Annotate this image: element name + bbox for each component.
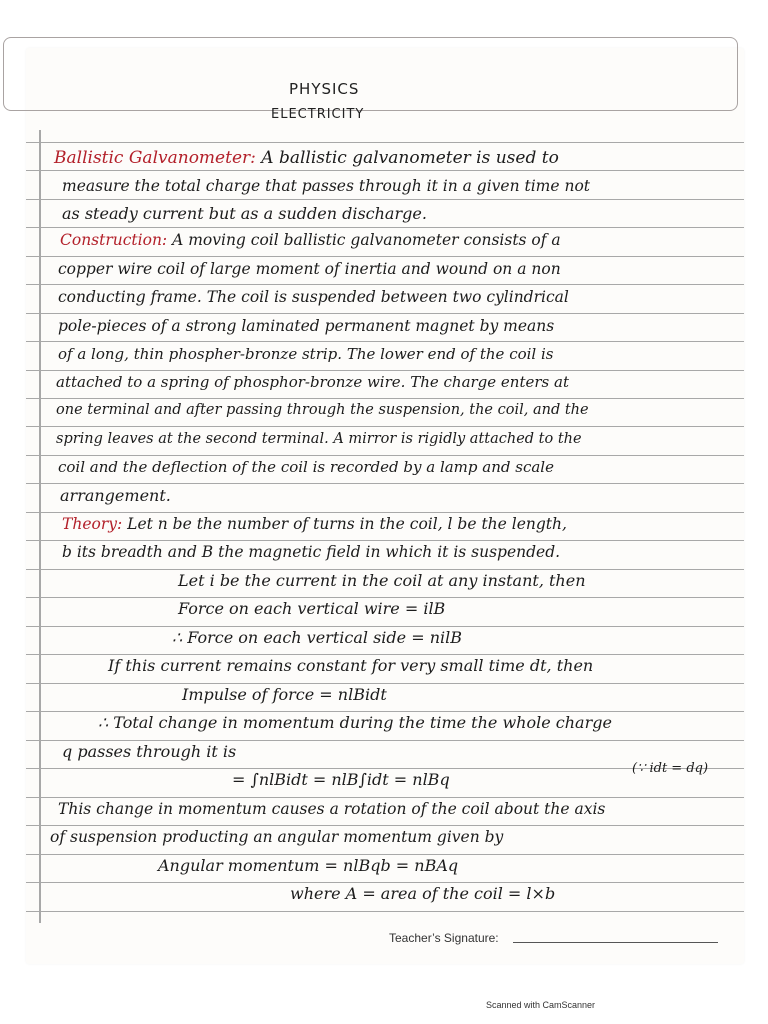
ruled-line xyxy=(26,797,744,798)
text-line: b its breadth and B the magnetic field in which it is suspended. xyxy=(62,543,561,561)
ruled-line xyxy=(26,341,744,342)
ruled-line xyxy=(26,284,744,285)
text-span: A ballistic galvanometer is used to xyxy=(255,148,559,168)
text-line: Angular momentum = nlBqb = nBAq xyxy=(158,856,459,875)
text-line: arrangement. xyxy=(60,486,171,505)
ruled-line xyxy=(26,199,744,200)
text-line: Let i be the current in the coil at any instant, then xyxy=(178,571,586,590)
ruled-line xyxy=(26,740,744,741)
ruled-line xyxy=(26,597,744,598)
ruled-line xyxy=(26,882,744,883)
section-heading: Construction: xyxy=(60,231,168,249)
text-line: of a long, thin phospher-bronze strip. The lower end of the coil is xyxy=(58,345,554,363)
ruled-line xyxy=(26,683,744,684)
subject-title: PHYSICS xyxy=(289,80,360,98)
text-line: coil and the deflection of the coil is recorded by a lamp and scale xyxy=(58,458,554,476)
text-line: where A = area of the coil = l×b xyxy=(290,884,556,903)
text-line: copper wire coil of large moment of inertia and wound on a non xyxy=(58,260,561,278)
ruled-line xyxy=(26,313,744,314)
ruled-line xyxy=(26,370,744,371)
text-line: conducting frame. The coil is suspended between two cylindrical xyxy=(58,288,569,306)
text-line: q passes through it is xyxy=(62,742,237,761)
ruled-line xyxy=(26,654,744,655)
teacher-signature-label: Teacher’s Signature: xyxy=(389,931,499,945)
text-line: Force on each vertical wire = ilB xyxy=(178,599,446,618)
text-line: = ∫nlBidt = nlB∫idt = nlBq xyxy=(232,770,450,789)
text-span: Let n be the number of turns in the coil, l be the length, xyxy=(122,515,567,533)
side-note: (∵ idt = dq) xyxy=(632,761,709,776)
scanner-watermark: Scanned with CamScanner xyxy=(486,1000,596,1010)
ruled-line xyxy=(26,455,744,456)
ruled-line xyxy=(26,256,744,257)
text-line: measure the total charge that passes through it in a given time not xyxy=(62,177,591,195)
text-line: Impulse of force = nlBidt xyxy=(182,685,387,704)
text-line: attached to a spring of phosphor-bronze wire. The charge enters at xyxy=(56,373,569,391)
ruled-line xyxy=(26,854,744,855)
margin-line xyxy=(39,130,41,923)
text-line: This change in momentum causes a rotation of the coil about the axis xyxy=(58,800,606,818)
ruled-line xyxy=(26,483,744,484)
section-heading: Ballistic Galvanometer: xyxy=(54,148,256,168)
ruled-line xyxy=(26,227,744,228)
text-span: A moving coil ballistic galvanometer consists of a xyxy=(167,231,561,249)
text-line xyxy=(62,514,752,534)
text-line: of suspension producting an angular momentum given by xyxy=(50,828,504,846)
text-line: ∴ Force on each vertical side = nilB xyxy=(172,628,462,647)
ruled-line xyxy=(26,825,744,826)
ruled-line xyxy=(26,626,744,627)
text-line xyxy=(54,148,744,168)
header-box xyxy=(3,37,738,111)
ruled-line xyxy=(26,911,744,912)
text-line: If this current remains constant for very small time dt, then xyxy=(108,656,594,675)
ruled-line xyxy=(26,426,744,427)
text-line: ∴ Total change in momentum during the time the whole charge xyxy=(98,713,612,732)
ruled-line xyxy=(26,512,744,513)
ruled-line xyxy=(26,540,744,541)
ruled-line xyxy=(26,711,744,712)
text-line: one terminal and after passing through the suspension, the coil, and the xyxy=(56,402,589,418)
signature-line xyxy=(513,942,718,943)
text-line: pole-pieces of a strong laminated permanent magnet by means xyxy=(58,317,555,335)
ruled-line xyxy=(26,569,744,570)
ruled-line xyxy=(26,142,744,143)
ruled-line xyxy=(26,398,744,399)
ruled-line xyxy=(26,170,744,171)
text-line: as steady current but as a sudden discharge. xyxy=(62,204,427,223)
section-heading: Theory: xyxy=(62,515,123,533)
topic-title: ELECTRICITY xyxy=(271,107,365,122)
text-line: spring leaves at the second terminal. A mirror is rigidly attached to the xyxy=(56,431,582,447)
text-line xyxy=(60,230,750,250)
